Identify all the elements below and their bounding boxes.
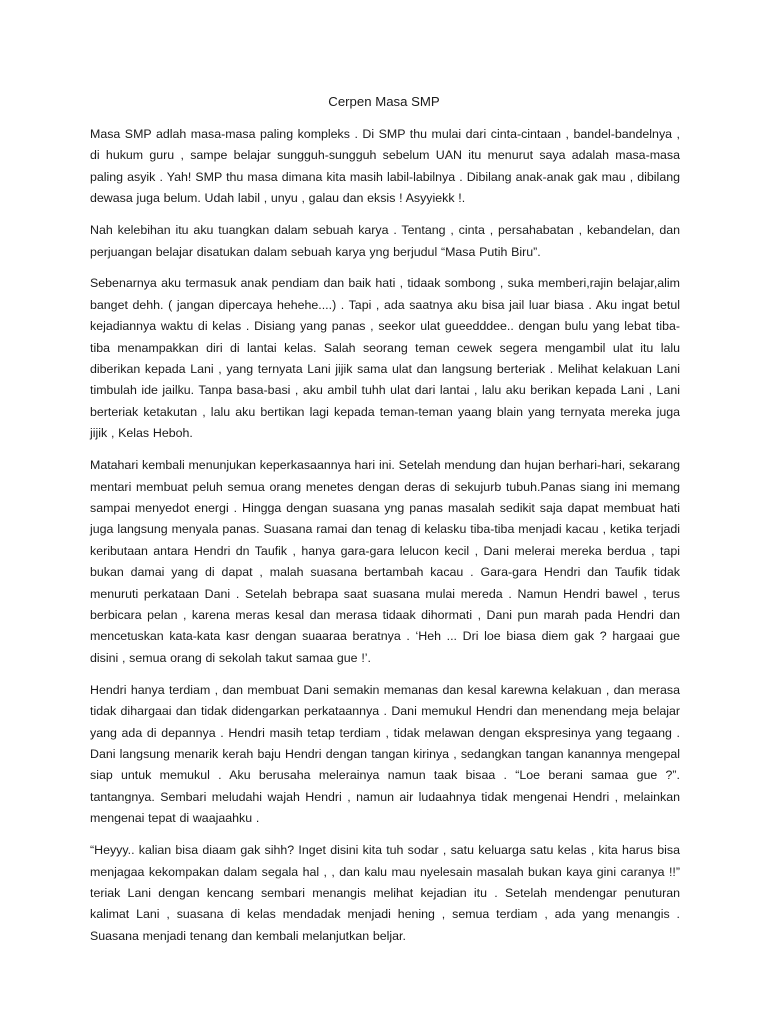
paragraph-2: Nah kelebihan itu aku tuangkan dalam sebuah karya . Tentang , cinta , persahabatan , kebandelan, dan perjuangan belajar disatukan dalam sebuah karya yng berjudul “Masa Putih Biru”. — [90, 223, 680, 259]
paragraph-6: “Heyyy.. kalian bisa diaam gak sihh? Inget disini kita tuh sodar , satu keluarga satu kelas , kita harus bisa menjagaa kekompakan dalam segala hal , , dan kalu mau nyelesain masalah bukan kaya gini caranya !!” teriak Lani dengan kencang sembari menangis melihat kejadian itu . Setelah mendengar penuturan kalimat Lani , suasana di kelas mendadak menjadi hening , semua terdiam , ada yang menangis . Suasana menjadi tenang dan kembali melanjutkan beljar. — [90, 843, 680, 943]
document-title: Cerpen Masa SMP — [328, 94, 440, 109]
paragraph-5: Hendri hanya terdiam , dan membuat Dani semakin memanas dan kesal karewna kelakuan , dan merasa tidak dihargaai dan tidak didengarkan perkataannya . Dani memukul Hendri dan menendang meja belajar yang ada di depannya . Hendri masih tetap terdiam , tidak melawan dengan ekspresinya yang tegaang . Dani langsung menarik kerah baju Hendri dengan tangan kirinya , sedangkan tangan kanannya mengepal siap untuk memukul . Aku berusaha melerainya namun taak bisaa . “Loe berani samaa gue ?”. tantangnya. Sembari meludahi wajah Hendri , namun air ludaahnya tidak mengenai Hendri , melainkan mengenai tepat di waajaahku . — [90, 682, 680, 826]
paragraph-1: Masa SMP adlah masa-masa paling kompleks . Di SMP thu mulai dari cinta-cintaan , bandel-bandelnya , di hukum guru , sampe belajar sungguh-sungguh sebelum UAN itu menurut saya adalah masa-masa paling asyik . Yah! SMP thu masa dimana kita masih labil-labilnya . Dibilang anak-anak gak mau , dibilang dewasa juga belum. Udah labil , unyu , galau dan eksis ! Asyyiekk !. — [90, 127, 680, 206]
paragraph-4: Matahari kembali menunjukan keperkasaannya hari ini. Setelah mendung dan hujan berhari-hari, sekarang mentari membuat peluh semua orang menetes dengan deras di sekujurb tubuh.Panas siang ini memang sampai menyedot energi . Hingga dengan suasana yng panas masalah sedikit saja dapat membuat hati juga langsung menyala panas. Suasana ramai dan tenag di kelasku tiba-tiba menjadi kacau , ketika terjadi keributaan antara Hendri dn Taufik , hanya gara-gara lelucon kecil , Dani melerai mereka berdua , tapi bukan damai yang di dapat , malah suasana bertambah kacau . Gara-gara Hendri dan Taufik tidak menuruti perkataan Dani . Setelah bebrapa saat suasana mulai mereda . Namun Hendri bawel , terus berbicara pelan , karena meras kesal dan merasa tidaak dihormati , Dani pun marah pada Hendri dan mencetuskan kata-kata kasr dengan suaaraa beratnya . ‘Heh ... Dri loe biasa diem gak ? hargaai gue disini , semua orang di sekolah takut samaa gue !’. — [90, 458, 680, 665]
paragraph-3: Sebenarnya aku termasuk anak pendiam dan baik hati , tidaak sombong , suka memberi,rajin belajar,alim banget dehh. ( jangan dipercaya hehehe....) . Tapi , ada saatnya aku bisa jail luar biasa . Aku ingat betul kejadiannya waktu di kelas . Disiang yang panas , seekor ulat gueedddee.. dengan bulu yang lebat tiba-tiba menampakkan diri di lantai kelas. Salah seorang teman cewek segera mengambil ulat itu lalu diberikan kepada Lani , yang ternyata Lani jijik sama ulat dan langsung berteriak . Melihat kelakuan Lani timbulah ide jailku. Tanpa basa-basi , aku ambil tuhh ulat dari lantai , lalu aku berikan kepada Lani , Lani berteriak ketakutan , lalu aku bertikan lagi kepada teman-teman yaang blain yang ternyata mereka juga jijik , Kelas Heboh. — [90, 276, 680, 441]
document-body — [90, 124, 680, 958]
